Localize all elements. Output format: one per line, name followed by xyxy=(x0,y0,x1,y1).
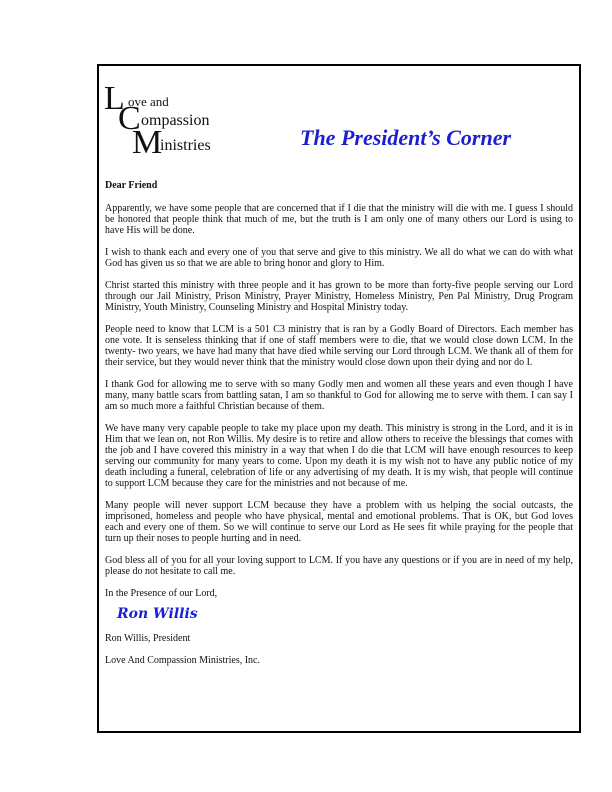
signature: Ron Willis xyxy=(117,606,198,622)
paragraph-5: I thank God for allowing me to serve with so many Godly men and women all these years and even though I have many, many battle scars from battling satan, I am so thankful to God for allowing me to serve with them. I can say I am so much more a faithful Christian because of them. xyxy=(105,379,573,412)
logo-word-ministries: inistries xyxy=(160,137,211,154)
page-title: The President’s Corner xyxy=(300,125,512,150)
lcm-logo xyxy=(104,82,234,162)
letter-body xyxy=(105,180,573,677)
logo-word-compassion: ompassion xyxy=(141,112,210,129)
paragraph-1: Apparently, we have some people that are concerned that if I die that the ministry will die with me. I guess I should be honored that people think that much of me, but the truth is I am only one of many others our Lord is using to have His will be done. xyxy=(105,203,573,236)
logo-letter-c: C xyxy=(118,100,141,137)
paragraph-8: God bless all of you for all your loving support to LCM. If you have any questions or if you are in need of my help, please do not hesitate to call me. xyxy=(105,555,573,577)
paragraph-3: Christ started this ministry with three people and it has grown to be more than forty-five people serving our Lord through our Jail Ministry, Prison Ministry, Prayer Ministry, Homeless Ministry, Pen Pal Ministry, Drug Program Ministry, Youth Ministry, Counseling Ministry and Hospital Ministry today. xyxy=(105,280,573,313)
paragraph-6: We have many very capable people to take my place upon my death. This ministry is strong in the Lord, and it is in Him that we lean on, not Ron Willis. My desire is to retire and allow others to receive the blessings that comes with the job and I have covered this ministry in a way that when I do die that LCM will have enough resources to keep serving our community for many years to come. Upon my death it is my wish not to have any public notice of my death including a funeral, celebration of life or any advertising of my death. It is my wish, that people will continue to support LCM because they care for the ministries and not because of me. xyxy=(105,423,573,489)
logo-letter-l: L xyxy=(104,80,125,117)
greeting: Dear Friend xyxy=(105,180,158,191)
signer-organization: Love And Compassion Ministries, Inc. xyxy=(105,655,260,666)
logo-word-love-and: ove and xyxy=(128,94,169,109)
paragraph-4: People need to know that LCM is a 501 C3 ministry that is ran by a Godly Board of Directors. Each member has one vote. It is senseless thinking that if one of staff members were to die, that we would close down LCM. In the twenty- two years, we have had many that have died while serving our Lord through LCM. We thank all of them for their service, but they would never think that the ministry would close down upon their dying and nor do I. xyxy=(105,324,573,368)
closing: In the Presence of our Lord, xyxy=(105,588,218,599)
logo-letter-m: M xyxy=(132,124,163,161)
paragraph-7: Many people will never support LCM because they have a problem with us helping the social outcasts, the imprisoned, homeless and people who have physical, mental and emotional problems. That is OK, but God loves each and every one of them. So we will continue to serve our Lord as He sees fit while praying for the people that turn up their noses to people hurting and in need. xyxy=(105,500,573,544)
signer-name: Ron Willis, President xyxy=(105,633,191,644)
paragraph-2: I wish to thank each and every one of you that serve and give to this ministry. We all do what we can do with what God has given us so that we are able to bring honor and glory to Him. xyxy=(105,247,573,269)
